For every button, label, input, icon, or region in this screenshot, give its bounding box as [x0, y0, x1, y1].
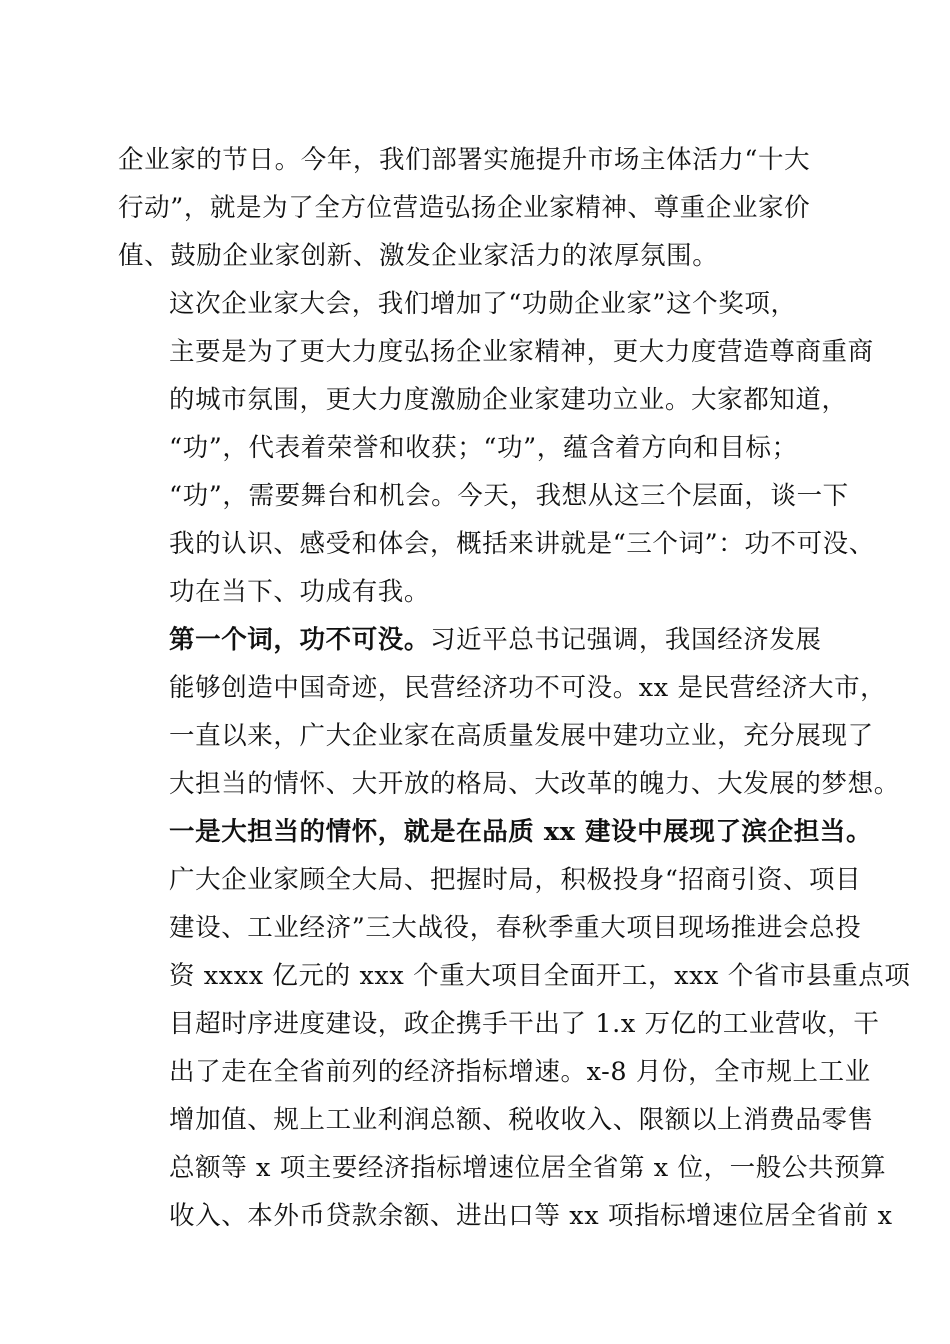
text-line: 总额等 x 项主要经济指标增速位居全省第 x 位，一般公共预算 — [169, 1153, 887, 1183]
section-heading: 一是大担当的情怀，就是在品质 xx 建设中展现了滨企担当。 — [169, 817, 873, 847]
text-line: 能够创造中国奇迹，民营经济功不可没。xx 是民营经济大市， — [169, 673, 887, 703]
text-line: 增加值、规上工业利润总额、税收收入、限额以上消费品零售 — [169, 1105, 874, 1135]
text-line: 大担当的情怀、大开放的格局、大改革的魄力、大发展的梦想。 — [169, 769, 900, 799]
text-line: 资 xxxx 亿元的 xxx 个重大项目全面开工，xxx 个省市县重点项 — [169, 961, 911, 991]
text-line: 功在当下、功成有我。 — [169, 577, 431, 607]
text-line: 主要是为了更大力度弘扬企业家精神，更大力度营造尊商重商 — [169, 337, 874, 367]
text-line: 我的认识、感受和体会，概括来讲就是“三个词”：功不可没、 — [169, 529, 875, 559]
paragraph-1 — [118, 136, 830, 280]
paragraph-3 — [118, 616, 900, 808]
document-page — [118, 136, 911, 1240]
text-line: 收入、本外币贷款余额、进出口等 xx 项指标增速位居全省前 x — [169, 1201, 893, 1231]
text-line: 这次企业家大会，我们增加了“功勋企业家”这个奖项， — [169, 289, 797, 319]
text-line: 广大企业家顾全大局、把握时局，积极投身“招商引资、项目 — [169, 865, 862, 895]
text-line — [118, 808, 873, 856]
text-line: 建设、工业经济”三大战役，春秋季重大项目现场推进会总投 — [169, 913, 862, 943]
text-line: 目超时序进度建设，政企携手干出了 1.x 万亿的工业营收，干 — [169, 1009, 880, 1039]
text-line: 企业家的节日。今年，我们部署实施提升市场主体活力“十大 — [118, 145, 811, 175]
paragraph-2 — [118, 280, 875, 616]
text-line: 行动”，就是为了全方位营造弘扬企业家精神、尊重企业家价 — [118, 193, 811, 223]
text-line: “功”，需要舞台和机会。今天，我想从这三个层面，谈一下 — [169, 481, 849, 511]
text-line: 值、鼓励企业家创新、激发企业家活力的浓厚氛围。 — [118, 241, 719, 271]
text-line: 出了走在全省前列的经济指标增速。x-8 月份，全市规上工业 — [169, 1057, 871, 1087]
text-line: 一直以来，广大企业家在高质量发展中建功立业，充分展现了 — [169, 721, 874, 751]
text-run: 习近平总书记强调，我国经济发展 — [430, 625, 822, 655]
text-line — [118, 616, 830, 664]
text-line: “功”，代表着荣誉和收获；“功”，蕴含着方向和目标； — [169, 433, 798, 463]
paragraph-4 — [118, 808, 911, 1240]
text-line: 的城市氛围，更大力度激励企业家建功立业。大家都知道， — [169, 385, 848, 415]
section-heading: 第一个词，功不可没。 — [169, 625, 431, 655]
